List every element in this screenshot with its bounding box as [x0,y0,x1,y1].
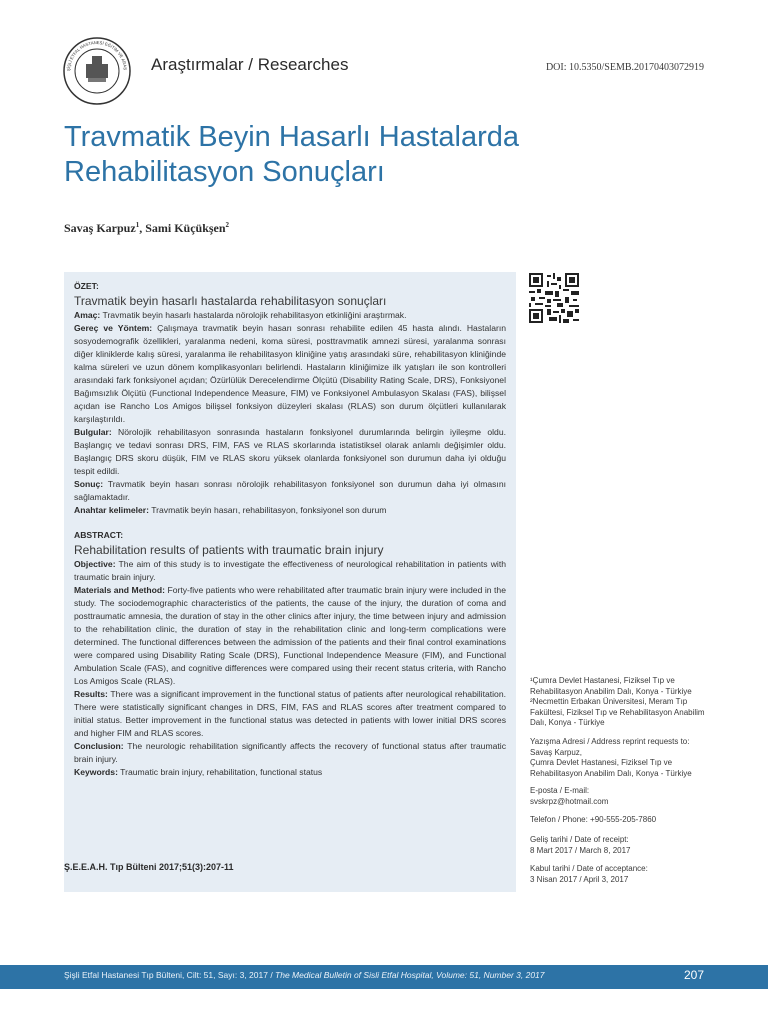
author-2: Sami Küçükşen [145,221,226,235]
citation: Ş.E.E.A.H. Tıp Bülteni 2017;51(3):207-11 [64,862,234,872]
ozet-bulgular-label: Bulgular: [74,427,112,437]
section-label: Araştırmalar / Researches [151,55,349,74]
acceptance-block [530,864,710,885]
journal-seal-logo [62,36,132,106]
footer-bar [0,965,768,989]
ozet-gerec: Gereç ve Yöntem: Çalışmaya travmatik beyin hasarı sonrası rehabilite edilen 45 hasta alındı. Hastaların sosyodemografik özellikleri, yaralanma nedeni, koma süresi, posttravmatik amnezi süresi, yaralanma sonrası diğer kliniklerde kalış süresi, yaralanma ile rehabilitasyon kliniğine yatış arasındaki süre, rehabilitasyon kliniğinde kalma süreleri ve uzun dönem komplikasyonları belirlendi. Hastaların kliniğimize ilk yatışları ile son kontrolleri arasındaki fark fonksiyonel açıdan; Özürlülük Derecelendirme Ölçütü (Disability Rating Scale, DRS), Fonksiyonel Bağımsızlık Ölçütü (Functional Independence Measure, FIM) ve Fonksiyonel Ambulasyon Skalası (FAS), bilişsel açıdan ise Rancho Los Amigos bilişsel fonksiyon düzeyleri skalası (RLAS) son durum ölçütleri kullanılarak karşılaştırıldı. [74,323,507,424]
author-separator: , [139,221,146,235]
footer-journal-en: The Medical Bulletin of Sisli Etfal Hospital, Volume: 51, Number 3, 2017 [275,970,545,980]
ozet-subtitle: Travmatik beyin hasarlı hastalarda rehabilitasyon sonuçları [74,294,387,308]
qr-code-icon[interactable] [529,273,579,323]
ozet-gerec-label: Gereç ve Yöntem: [74,323,153,333]
email-link[interactable]: svskrpz@hotmail.com [530,796,609,806]
abstract-materials: Materials and Method: Forty-five patients who were rehabilitated after traumatic brain injury were included in the study. The sociodemographic characteristics of the patients, the cause of the injury, the duration of coma and posttraumatic amnesia, the duration of stay in the other clinics after injury, the time between injury and admission to the rehabilitation clinic, the duration of stay in the rehabilitation clinic and long-term complications were determined. The functional differences between the admission of the patients and their final control examinations were compared using Disability Rating Scale (DRS), Functional Independence Measure (FIM), and Functional Ambulation Scale (FAS), and cognitive differences were compared using their recent status criteria, with Rancho Los Amigos Scale (RLAS). [74,585,506,686]
address-line: Çumra Devlet Hastanesi, Fiziksel Tıp ve Rehabilitasyon Anabilim Dalı, Konya - Türkiye [530,758,692,778]
acceptance-date: 3 Nisan 2017 / April 3, 2017 [530,874,629,884]
address-label: Yazışma Adresi / Address reprint requests to: [530,737,690,746]
footer-text: Şişli Etfal Hastanesi Tıp Bülteni, Cilt: 51, Sayı: 3, 2017 / The Medical Bulletin of Sisli Etfal Hospital, Volume: 51, Number 3, 2017 [64,970,545,980]
authors [64,221,229,236]
abstract-results: Results: There was a significant improvement in the functional status of patients after neurological rehabilitation. There were statistically significant changes in DRS, FIM, FAS and RLAS scores after treatment compared to initial status. Better improvement in the functional status was detected in patients with lower initial DRS scores and higher FIM and RLAS scores. [74,689,506,738]
article-title: Travmatik Beyin Hasarlı Hastalarda Rehabilitasyon Sonuçları [64,121,520,188]
affiliations [530,676,710,729]
ozet-anahtar-label: Anahtar kelimeler: [74,505,149,515]
seal-text: ŞİŞLİ ETFAL HASTANESİ EĞİTİM VE ARAŞ [65,39,129,72]
email-label: E-posta / E-mail: [530,786,590,795]
receipt-block [530,835,710,856]
affiliation-2: ²Necmettin Erbakan Üniversitesi, Meram Tıp Fakültesi, Fiziksel Tıp ve Rehabilitasyon Anabilim Dalı, Konya - Türkiye [530,697,705,727]
ozet-sonuc-label: Sonuç: [74,479,104,489]
doi: DOI: 10.5350/SEMB.20170403072919 [545,62,704,73]
abstract-objective: Objective: The aim of this study is to investigate the effectiveness of neurological rehabilitation in patients with traumatic brain injury. [74,559,506,582]
abstract-content [74,280,506,779]
abstract-conclusion: Conclusion: The neurologic rehabilitation significantly affects the recovery of functional status after traumatic brain injury. [74,741,506,764]
ozet-heading: ÖZET: [74,281,99,291]
receipt-label: Geliş tarihi / Date of receipt: [530,835,629,844]
page-number: 207 [683,968,704,982]
ozet-sonuc: Sonuç: Travmatik beyin hasarı sonrası nörolojik rehabilitasyon fonksiyonel son durumun daha iyi olmasını sağlamaktadır. [74,479,506,502]
correspondence [530,737,710,779]
author-1: Savaş Karpuz [64,221,136,235]
author-2-affiliation: 2 [225,221,230,229]
abstract-box [64,272,516,892]
ozet-bulgular: Bulgular: Nörolojik rehabilitasyon sonrasında hastaların fonksiyonel durumlarında belirgin iyileşme oldu. Başlangıç ve tedavi sonrası DRS, FIM, FAS ve RLAS skorlarında istatistiksel olarak anlamlı değişimler oldu. Başlangıç DRS skoru düşük, FIM ve RLAS skoru yüksek olanlarda fonksiyonel son durumun daha iyi olduğu tespit edildi. [74,427,506,476]
ozet-amac: Amaç: Travmatik beyin hasarlı hastalarda nörolojik rehabilitasyon etkinliğini araştırmak. [74,310,407,320]
abstract-heading: ABSTRACT: [74,530,124,540]
ozet-anahtar: Anahtar kelimeler: Travmatik beyin hasarı, rehabilitasyon, fonksiyonel son durum [74,505,387,515]
acceptance-label: Kabul tarihi / Date of acceptance: [530,864,648,873]
address-name: Savaş Karpuz, [530,747,583,757]
email-block [530,786,710,807]
abstract-keywords: Keywords: Traumatic brain injury, rehabilitation, functional status [74,767,323,777]
ozet-amac-label: Amaç: [74,310,101,320]
phone: Telefon / Phone: +90-555-205-7860 [530,815,657,824]
receipt-date: 8 Mart 2017 / March 8, 2017 [530,845,631,855]
author-1-affiliation: 1 [135,221,140,229]
affiliation-1: ¹Çumra Devlet Hastanesi, Fiziksel Tıp ve Rehabilitasyon Anabilim Dalı, Konya - Türkiye [530,676,692,696]
abstract-subtitle: Rehabilitation results of patients with traumatic brain injury [74,543,384,557]
footer-journal-tr: Şişli Etfal Hastanesi Tıp Bülteni, Cilt: 51, Sayı: 3, 2017 [64,970,268,980]
